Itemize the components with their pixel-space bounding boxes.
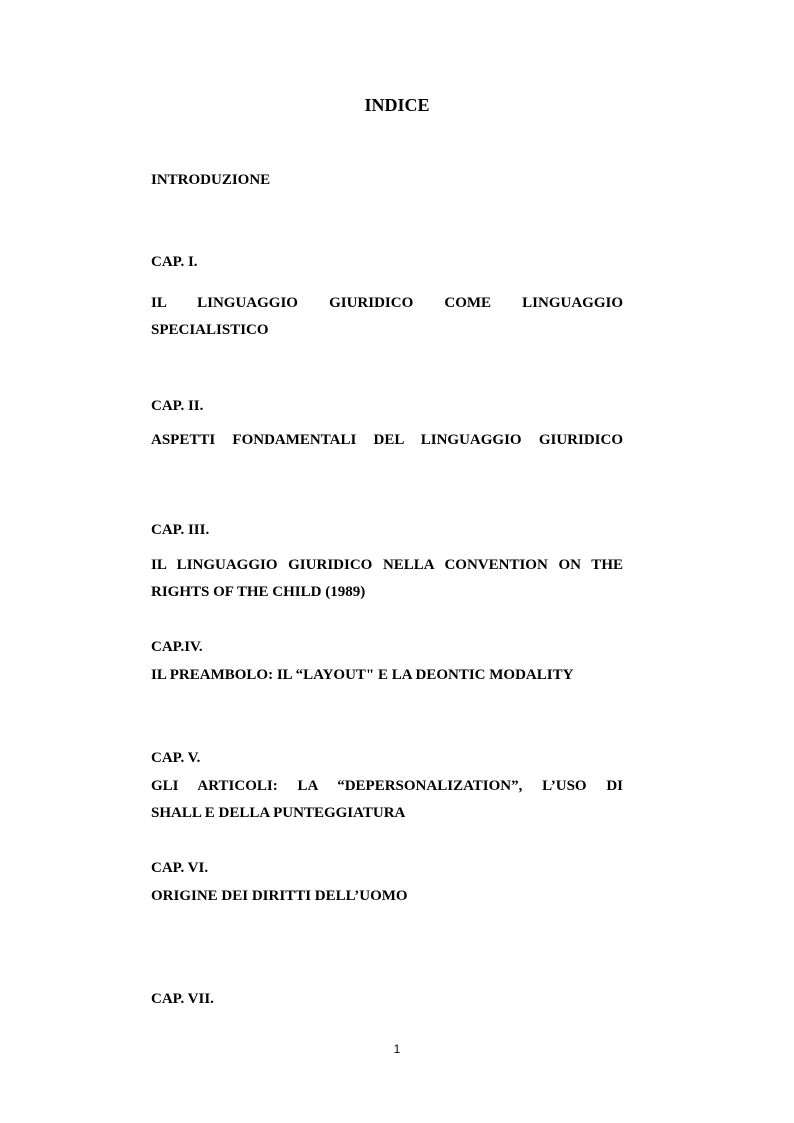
chapter-6-heading: CAP. VI. xyxy=(151,860,209,876)
chapter-4-heading: CAP.IV. xyxy=(151,639,203,655)
chapter-3-title-line-2: RIGHTS OF THE CHILD (1989) xyxy=(151,584,366,600)
chapter-4-title-line-1: IL PREAMBOLO: IL “LAYOUT" E LA DEONTIC MODALITY xyxy=(151,667,574,683)
chapter-3-heading: CAP. III. xyxy=(151,522,210,538)
toc-introduction: INTRODUZIONE xyxy=(151,172,271,188)
page-number: 1 xyxy=(393,1042,401,1056)
chapter-3-title-line-1: IL LINGUAGGIO GIURIDICO NELLA CONVENTION ON THE xyxy=(151,557,623,573)
chapter-1-title-line-1: IL LINGUAGGIO GIURIDICO COME LINGUAGGIO xyxy=(151,295,623,311)
chapter-6-title-line-1: ORIGINE DEI DIRITTI DELL’UOMO xyxy=(151,888,408,904)
chapter-5-title-line-1: GLI ARTICOLI: LA “DEPERSONALIZATION”, L’USO DI xyxy=(151,778,623,794)
chapter-1-heading: CAP. I. xyxy=(151,254,198,270)
chapter-2-heading: CAP. II. xyxy=(151,398,204,414)
chapter-2-title-line-1: ASPETTI FONDAMENTALI DEL LINGUAGGIO GIURIDICO xyxy=(151,432,623,448)
chapter-1-title-line-2: SPECIALISTICO xyxy=(151,322,269,338)
page-title: INDICE xyxy=(364,95,430,115)
chapter-5-heading: CAP. V. xyxy=(151,750,201,766)
chapter-5-title-line-2: SHALL E DELLA PUNTEGGIATURA xyxy=(151,805,406,821)
chapter-7-heading: CAP. VII. xyxy=(151,991,214,1007)
